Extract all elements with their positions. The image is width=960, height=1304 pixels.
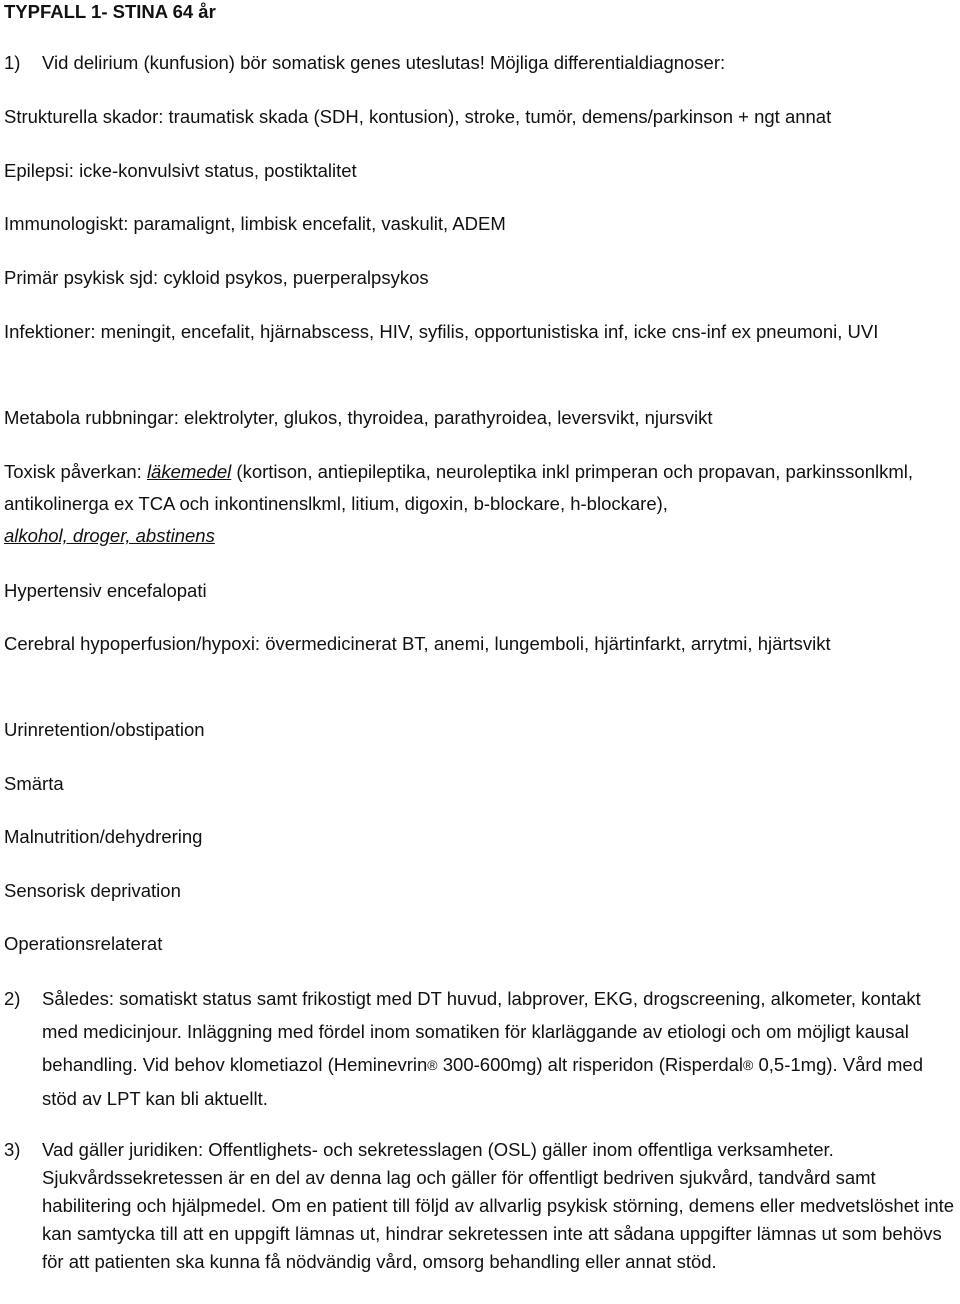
paragraph-toxisk bbox=[4, 456, 956, 552]
paragraph-strukturella: Strukturella skador: traumatisk skada (SDH, kontusion), stroke, tumör, demens/parkinson + ngt annat bbox=[4, 106, 832, 127]
paragraph-urinretention: Urinretention/obstipation bbox=[4, 719, 205, 740]
paragraph-malnutrition: Malnutrition/dehydrering bbox=[4, 826, 203, 847]
paragraph-hypertensiv: Hypertensiv encefalopati bbox=[4, 580, 207, 601]
list-number-3: 3) bbox=[4, 1139, 21, 1160]
list-item-2 bbox=[4, 982, 956, 1115]
paragraph-cerebral: Cerebral hypoperfusion/hypoxi: övermedicinerat BT, anemi, lungemboli, hjärtinfarkt, arrytmi, hjärtsvikt bbox=[4, 633, 831, 654]
registered-symbol: ® bbox=[427, 1057, 438, 1073]
list-number-1: 1) bbox=[4, 52, 21, 73]
list-number-2: 2) bbox=[4, 988, 21, 1009]
document-title: TYPFALL 1- STINA 64 år bbox=[4, 1, 216, 22]
list-item-3 bbox=[4, 1136, 956, 1276]
list-text-1: Vid delirium (kunfusion) bör somatisk genes uteslutas! Möjliga differentialdiagnoser: bbox=[42, 52, 726, 73]
toxisk-alkohol: alkohol, droger, abstinens bbox=[4, 525, 215, 546]
paragraph-primar-psykisk: Primär psykisk sjd: cykloid psykos, puerperalpsykos bbox=[4, 267, 429, 288]
toxisk-lakemedel: läkemedel bbox=[146, 461, 232, 482]
list-text-2 bbox=[42, 982, 954, 1115]
list-item-1 bbox=[4, 47, 956, 79]
registered-symbol: ® bbox=[743, 1057, 754, 1073]
paragraph-smarta: Smärta bbox=[4, 773, 64, 794]
item2-text-c: 0,5-1mg). Vård med stöd av LPT kan bli aktuellt. bbox=[42, 1054, 924, 1109]
paragraph-metabola: Metabola rubbningar: elektrolyter, glukos, thyroidea, parathyroidea, leversvikt, njursvikt bbox=[4, 407, 713, 428]
paragraph-epilepsi: Epilepsi: icke-konvulsivt status, postiktalitet bbox=[4, 160, 357, 181]
paragraph-operation: Operationsrelaterat bbox=[4, 933, 163, 954]
toxisk-rest: (kortison, antiepileptika, neuroleptika inkl primperan och propavan, parkinssonlkml, antikolinerga ex TCA och inkontinenslkml, litium, digoxin, b-blockare, h-blockare), bbox=[4, 461, 914, 514]
toxisk-lead: Toxisk påverkan: bbox=[4, 461, 147, 482]
paragraph-sensorisk: Sensorisk deprivation bbox=[4, 880, 181, 901]
item2-text-a: Således: somatiskt status samt frikostigt med DT huvud, labprover, EKG, drogscreening, alkometer, kontakt med medicinjour. Inläggning med fördel inom somatiken för klarläggande av etiologi och om möjligt kausal behandling. Vid behov klometiazol (Heminevrin bbox=[42, 988, 921, 1075]
item2-text-b: 300-600mg) alt risperidon (Risperdal bbox=[437, 1054, 744, 1075]
paragraph-immunologiskt: Immunologiskt: paramalignt, limbisk encefalit, vaskulit, ADEM bbox=[4, 213, 506, 234]
paragraph-infektioner: Infektioner: meningit, encefalit, hjärnabscess, HIV, syfilis, opportunistiska inf, icke cns-inf ex pneumoni, UVI bbox=[4, 321, 879, 342]
list-text-3: Vad gäller juridiken: Offentlighets- och sekretesslagen (OSL) gäller inom offentliga verksamheter. Sjukvårdssekretessen är en del av denna lag och gäller för offentligt bedriven sjukvård, tandvård samt habilitering och hjälpmedel. Om en patient till följd av allvarlig psykisk störning, demens eller medvetslöshet inte kan samtycka till att en uppgift lämnas ut, hindrar sekretessen inte att sådana uppgifter lämnas ut som behövs för att patienten ska kunna få nödvändig vård, omsorg behandling eller annat stöd. bbox=[42, 1139, 955, 1272]
